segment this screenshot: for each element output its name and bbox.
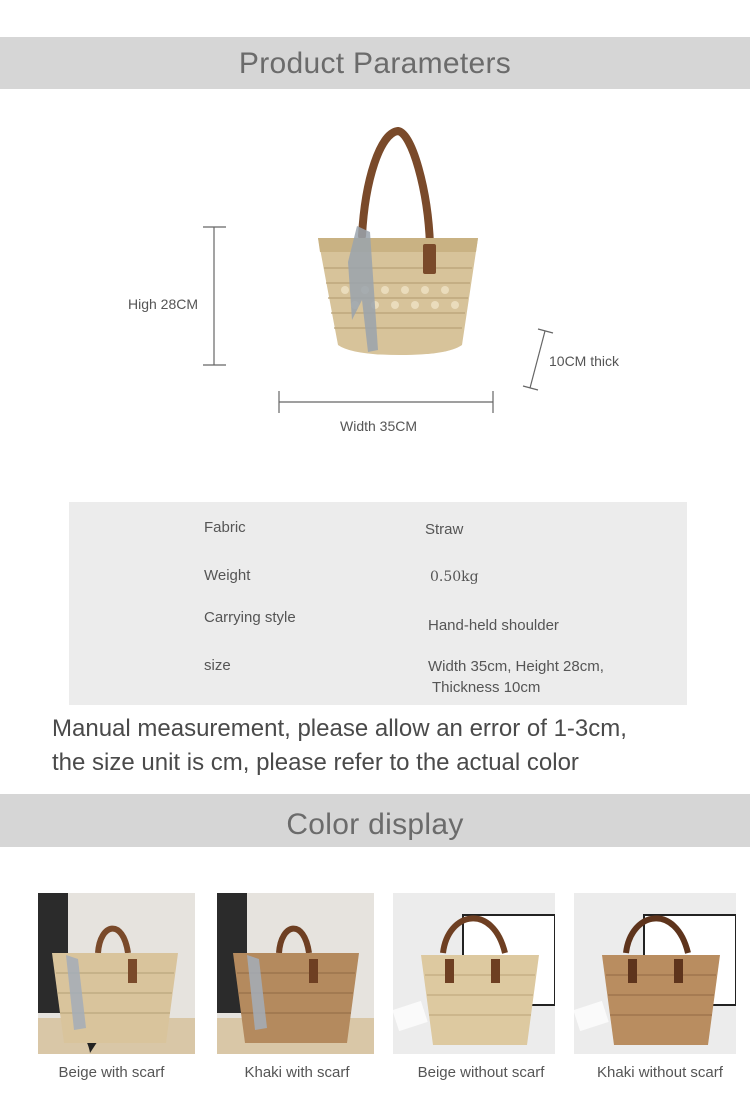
color-swatch-beige-with-scarf[interactable] <box>38 893 195 1054</box>
section-title-product-parameters: Product Parameters <box>0 37 750 89</box>
param-value-size: Width 35cm, Height 28cm, <box>428 658 604 675</box>
bag-photo-beige-with-scarf <box>38 893 195 1054</box>
param-label-weight: Weight <box>204 567 251 584</box>
color-swatch-khaki-without-scarf[interactable] <box>574 893 736 1054</box>
color-name-khaki-without-scarf: Khaki without scarf <box>597 1064 723 1081</box>
section-title-color-display: Color display <box>0 794 750 847</box>
param-value-weight: 0.50kg <box>430 569 479 585</box>
parameters-table <box>69 502 687 705</box>
bag-photo-khaki-with-scarf <box>217 893 374 1054</box>
measurement-note-line2: the size unit is cm, please refer to the actual color <box>52 749 579 776</box>
dimension-diagram <box>0 0 750 470</box>
param-label-fabric: Fabric <box>204 519 246 536</box>
param-label-carrying-style: Carrying style <box>204 609 296 626</box>
product-bag-image <box>318 131 478 355</box>
measurement-note <box>52 712 732 780</box>
param-value-carrying-style: Hand-held shoulder <box>428 617 559 634</box>
bag-photo-beige-without-scarf <box>393 893 555 1054</box>
thickness-label: 10CM thick <box>549 353 620 369</box>
param-value-fabric: Straw <box>425 521 464 538</box>
param-value-size-line2: Thickness 10cm <box>432 679 541 696</box>
param-label-size: size <box>204 657 231 674</box>
width-dimension-line <box>279 391 493 413</box>
color-name-beige-without-scarf: Beige without scarf <box>417 1064 545 1081</box>
color-name-beige-with-scarf: Beige with scarf <box>58 1064 165 1081</box>
width-label: Width 35CM <box>340 418 418 434</box>
height-dimension-line <box>203 227 226 365</box>
bag-photo-khaki-without-scarf <box>574 893 736 1054</box>
color-swatch-beige-without-scarf[interactable] <box>393 893 555 1054</box>
measurement-note-line1: Manual measurement, please allow an error of 1-3cm, <box>52 715 627 742</box>
color-name-khaki-with-scarf: Khaki with scarf <box>244 1064 350 1081</box>
height-label: High 28CM <box>128 296 199 312</box>
color-swatch-khaki-with-scarf[interactable] <box>217 893 374 1054</box>
